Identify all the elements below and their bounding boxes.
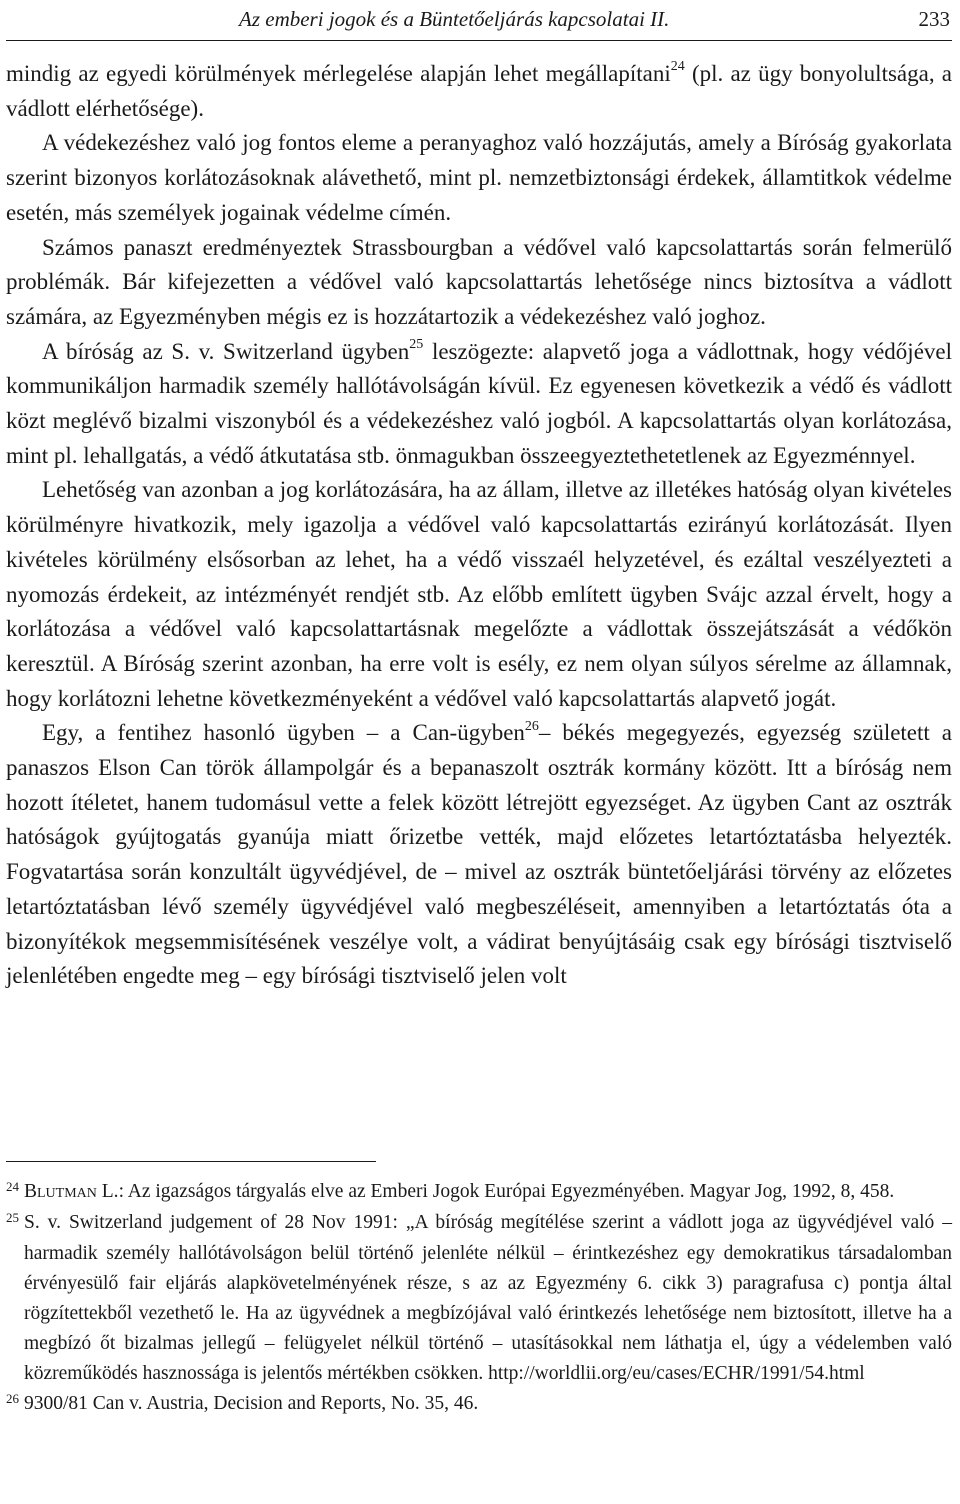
- running-head: [0, 6, 960, 34]
- footnote-26: [6, 1389, 952, 1420]
- running-head-title: Az emberi jogok és a Büntetőeljárás kapcsolatai II.: [239, 7, 670, 31]
- paragraph-6-text: Egy, a fentihez hasonló ügyben – a Can-ügyben: [42, 720, 525, 746]
- paragraph-1-text-cont: (pl. az ügy bonyolultsága, a vádlott elérhetősége).: [6, 61, 952, 121]
- footnote-text: S. v. Switzerland judgement of 28 Nov 1991: „A bíróság megítélése szerint a vádlott joga az ügyvédjével való – harmadik személy hallótávolságon belül történő jelenléte nélkül – érintkezéshez egy demokratikus társadalomban érvényesülő fair eljárás alapkövetelményének része, s az az Egyezmény 6. cikk 3) paragrafusa c) pontja által rögzítettekből vezethető le. Ha az ügyvédnek a megbízójával való érintkezés lehetősége nem biztosított, illetve ha a megbízó őt bizalmas jellegű – felügyelet nélkül történő – utasításokkal nem láthatja el, úgy a védelemben való közreműködés hasznossága is jelentős mértékben csökken. http://worldlii.org/eu/cases/ECHR/1991/54.html: [24, 1212, 952, 1384]
- footnote-number: 26: [6, 1391, 19, 1406]
- paragraph-3: Számos panaszt eredményeztek Strassbourgban a védővel való kapcsolattartás során felmerülő problémák. Bár kifejezetten a védővel való kapcsolattartás lehetősége nincs biztosítva a vádlott számára, az Egyezményben mégis ez is hozzátartozik a védekezéshez való joghoz.: [6, 234, 952, 329]
- footnote-25: [6, 1208, 952, 1389]
- footnote-ref-25[interactable]: 25: [409, 336, 424, 352]
- paragraph-6-text-cont: – békés megegyezés, egyezség született a panaszos Elson Can török állampolgár és a bepanaszolt osztrák kormány között. Itt a bíróság nem hozott ítéletet, hanem tudomásul vette a felek között létrejött egyezséget. Az ügyben Cant az osztrák hatóságok gyújtogatás gyanúja miatt őrizetbe vették, majd előzetes letartóztatásba helyezték. Fogvatartása során konzultált ügyvédjével, de – mivel az osztrák büntetőeljárási törvény az előzetes letartóztatásban lévő személy ügyvédjével való megbeszéléseit, amennyiben a letartóztatás óta a bizonyítékok megsemmisítésének veszélye volt, a vádirat benyújtásáig csak egy bírósági tisztviselő jelenlétében engedte meg – egy bírósági tisztviselő jelen volt: [6, 720, 952, 989]
- footnote-24: [6, 1177, 952, 1208]
- header-divider: [6, 40, 952, 41]
- footnote-author: Blutman L.: [24, 1181, 119, 1202]
- footnote-ref-24[interactable]: 24: [670, 59, 685, 75]
- paragraph-4-text-cont: leszögezte: alapvető joga a vádlottnak, hogy védőjével kommunikáljon harmadik személy hallótávolságán kívül. Ez egyenesen következik a védő és vádlott közt meglévő bizalmi viszonyból és a védekezéshez való jogból. A kapcsolattartás olyan korlátozása, mint pl. lehallgatás, a védő átkutatása stb. önmagukban összeegyeztethetetlenek az Egyezménnyel.: [6, 338, 952, 468]
- footnote-text: : Az igazságos tárgyalás elve az Emberi Jogok Európai Egyezményében. Magyar Jog, 1992, 8, 458.: [118, 1181, 895, 1202]
- paragraph-4-text: A bíróság az S. v. Switzerland ügyben: [42, 338, 410, 364]
- footnote-number: 25: [6, 1210, 19, 1225]
- paragraph-4: [6, 335, 952, 474]
- footnote-number: 24: [6, 1179, 19, 1194]
- paragraph-1-text: mindig az egyedi körülmények mérlegelése alapján lehet megállapítani: [6, 61, 671, 86]
- footnotes: [6, 1177, 952, 1420]
- body-text: [6, 57, 952, 994]
- paragraph-5: Lehetőség van azonban a jog korlátozására, ha az állam, illetve az illetékes hatóság olyan kivételes körülményre hivatkozik, mely igazolja a védővel való kapcsolattartás ezirányú korlátozását. Ilyen kivételes körülmény elsősorban az lehet, ha a védő visszaél helyzetével, és ezáltal veszélyezteti a nyomozás érdekeit, az intézményét rendjét stb. Az előbb említett ügyben Svájc azzal érvelt, hogy a korlátozása a védővel való kapcsolattartásnak megelőzte a vádlottak összejátszását a védőkön keresztül. A Bíróság szerint azonban, ha erre volt is esély, ez nem olyan súlyos sérelme az államnak, hogy korlátozni lehetne következményeként a védővel való kapcsolattartás alapvető jogát.: [6, 477, 952, 711]
- footnote-text: 9300/81 Can v. Austria, Decision and Reports, No. 35, 46.: [24, 1393, 479, 1414]
- footnote-ref-26[interactable]: 26: [524, 718, 539, 734]
- paragraph-1: [6, 57, 952, 126]
- paragraph-2: A védekezéshez való jog fontos eleme a peranyaghoz való hozzájutás, amely a Bíróság gyakorlata szerint bizonyos korlátozásoknak alávethető, mint pl. nemzetbiztonsági érdekek, államtitkok védelme esetén, más személyek jogainak védelme címén.: [6, 130, 952, 225]
- page-number: 233: [918, 7, 950, 31]
- paragraph-6: [6, 716, 952, 994]
- footnote-divider: [6, 1161, 376, 1162]
